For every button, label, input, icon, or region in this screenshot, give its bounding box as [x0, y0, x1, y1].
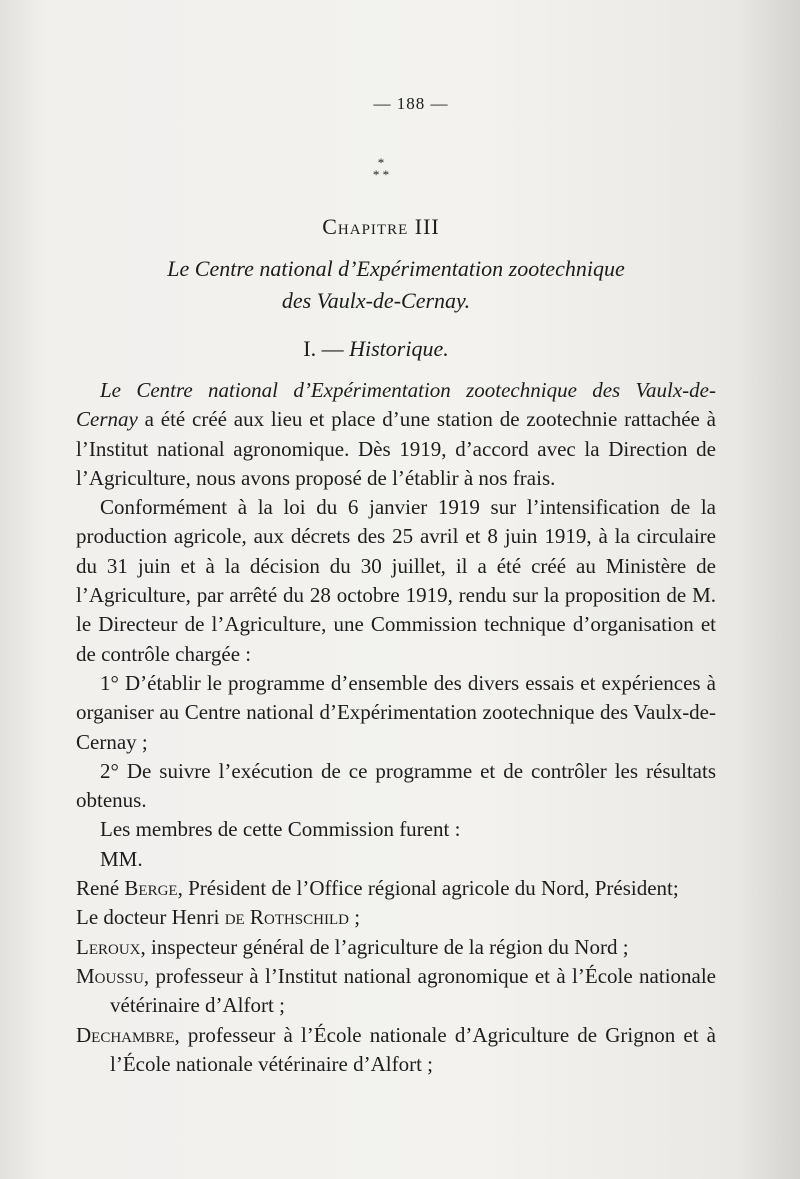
- paragraph-1-rest: a été créé aux lieu et place d’une station de zootechnie rattachée à l’Institut national agronomique. Dès 1919, d’accord avec la Direction de l’Agriculture, nous avons proposé de l’établir à nos frais.: [76, 407, 716, 490]
- chapter-label: Chapitre: [322, 214, 409, 239]
- member-surname: de Rothschild: [224, 905, 349, 930]
- paragraph-2: Conformément à la loi du 6 janvier 1919 sur l’intensification de la production agricole, aux décrets des 25 avril et 8 juin 1919, à la circulaire du 31 juin et à la décision du 30 juillet, il a été créé au Ministère de l’Agriculture, par arrêté du 28 octobre 1919, rendu sur la proposition de M. le Directeur de l’Agriculture, une Commission technique d’organisation et de contrôle chargée :: [76, 495, 716, 666]
- chapter-title-line-1: Le Centre national d’Expérimentation zootechnique: [167, 256, 625, 281]
- member-entry: [76, 903, 716, 932]
- paragraph-1-lead: Le Centre national d’Expérimentation zootechnique des Vaulx-de-Cernay: [76, 378, 716, 432]
- member-description: ;: [348, 905, 361, 930]
- chapter-numeral: III: [414, 214, 440, 239]
- page-number: — 188 —: [373, 94, 449, 113]
- body-text: [76, 376, 716, 1079]
- asterism-top: *: [377, 155, 385, 170]
- asterism-bottom: * *: [372, 167, 390, 182]
- asterism-ornament: [76, 157, 686, 181]
- member-entry: [76, 1021, 716, 1080]
- chapter-heading: [76, 214, 686, 240]
- member-surname: Berge: [124, 876, 178, 901]
- member-entry: [76, 874, 716, 903]
- member-description: , professeur à l’École nationale d’Agriculture de Grignon et à l’École nationale vétérinaire d’Alfort ;: [110, 1022, 716, 1076]
- chapter-title-line-2: des Vaulx-de-Cernay.: [281, 288, 471, 313]
- member-given-name: Le docteur Henri: [76, 905, 220, 930]
- member-surname: Leroux: [76, 934, 141, 959]
- section-name: Historique.: [349, 336, 449, 361]
- paragraph-5: Les membres de cette Commission furent :: [100, 817, 461, 842]
- member-entry: [76, 933, 716, 962]
- member-description: , Président de l’Office régional agricole du Nord, Président;: [177, 876, 679, 901]
- section-heading: [76, 336, 676, 362]
- section-number: I. —: [303, 336, 344, 361]
- member-surname: Moussu: [76, 963, 144, 988]
- paragraph-3: 1° D’établir le programme d’ensemble des divers essais et expériences à organiser au Centre national d’Expérimentation zootechnique des Vaulx-de-Cernay ;: [76, 670, 716, 754]
- paragraph-4: 2° De suivre l’exécution de ce programme et de contrôler les résultats obtenus.: [76, 758, 716, 813]
- member-surname: Dechambre: [76, 1022, 175, 1047]
- member-given-name: René: [76, 876, 120, 901]
- member-description: , inspecteur général de l’agriculture de la région du Nord ;: [140, 934, 629, 959]
- paragraph-1: [76, 376, 716, 493]
- paragraph-6: MM.: [100, 846, 143, 871]
- member-description: , professeur à l’Institut national agronomique et à l’École nationale vétérinaire d’Alfort ;: [110, 963, 716, 1018]
- member-entry: [76, 962, 716, 1021]
